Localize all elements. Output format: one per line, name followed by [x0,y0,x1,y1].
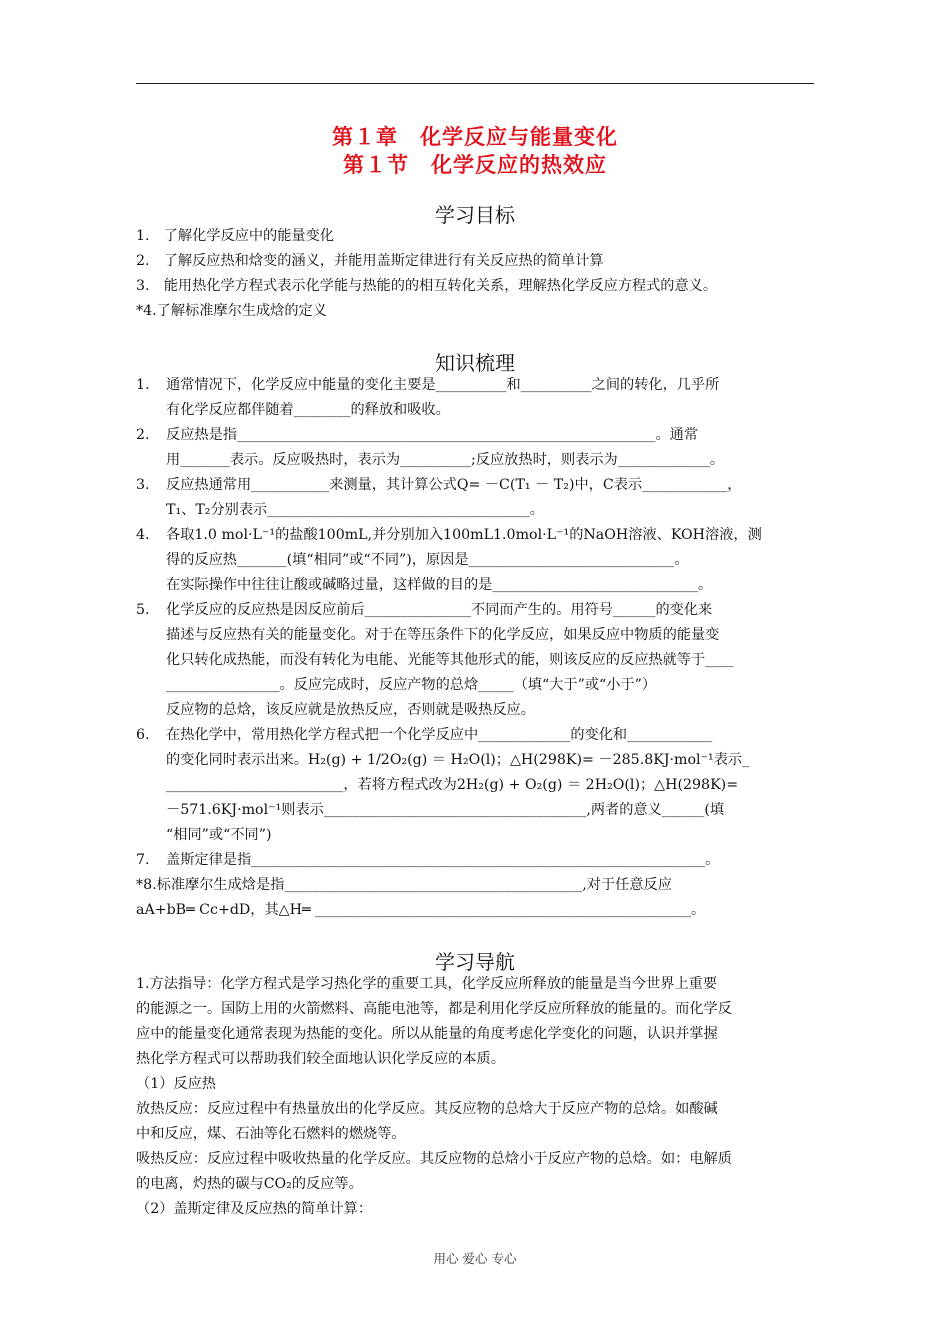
knowledge-line: aA+bB═ Cc+dD，其△H═ _____________________________________________________。 [136,902,706,918]
guide-heading: 学习导航 [435,950,515,974]
guide-line: 吸热反应：反应过程中吸收热量的化学反应。其反应物的总焓小于反应产物的总焓。如：电解质 [136,1151,732,1167]
knowledge-line: 反应物的总焓，该反应就是放热反应，否则就是吸热反应。 [166,702,535,718]
knowledge-line: 有化学反应都伴随着________的释放和吸收。 [166,402,450,418]
item-number: 3. [136,477,150,493]
knowledge-line: ________________。反应完成时，反应产物的总焓_____（填“大于”或“小于”） [166,677,657,693]
objective-item: *4.了解标准摩尔生成焓的定义 [136,303,327,319]
knowledge-line: 反应热是指___________________________________________________________。通常 [166,427,699,443]
guide-line: （1）反应热 [136,1076,216,1092]
page-footer: 用心 爱心 专心 [433,1251,517,1266]
item-number: 5. [136,602,150,618]
objective-item: 3. 能用热化学方程式表示化学能与热能的的相互转化关系，理解热化学反应方程式的意义。 [136,278,718,294]
knowledge-line: 各取1.0 mol·L⁻¹的盐酸100mL,并分别加入100mL1.0mol·L⁻¹的NaOH溶液、KOH溶液，测 [166,527,762,543]
item-number: 7. [136,852,150,868]
item-number: 1. [136,377,150,393]
guide-line: 应中的能量变化通常表现为热能的变化。所以从能量的角度考虑化学变化的问题，认识并掌握 [136,1026,718,1042]
knowledge-line: 在实际操作中往往让酸或碱略过量，这样做的目的是_____________________________。 [166,577,713,593]
guide-line: 的能源之一。国防上用的火箭燃料、高能电池等，都是利用化学反应所释放的能量的。而化学反 [136,1001,732,1017]
knowledge-heading: 知识梳理 [435,351,515,375]
item-number: 4. [136,527,150,543]
section-title: 第１节 化学反应的热效应 [343,153,607,177]
knowledge-line: 的变化同时表示出来。H₂(g) + 1/2O₂(g) ＝ H₂O(l)；△H(298K)= －285.8KJ·mol⁻¹表示_ [166,752,750,768]
knowledge-line: 化学反应的反应热是因反应前后_______________不同而产生的。用符号______的变化来 [166,602,713,618]
knowledge-line: T₁、T₂分别表示_____________________________________。 [166,502,544,518]
knowledge-line: 反应热通常用___________来测量，其计算公式Q= －C(T₁ － T₂)中，C表示____________， [166,477,742,493]
knowledge-line: _________________________，若将方程式改为2H₂(g) + O₂(g) ＝ 2H₂O(l)；△H(298K)= [166,777,739,793]
guide-line: 放热反应：反应过程中有热量放出的化学反应。其反应物的总焓大于反应产物的总焓。如酸碱 [136,1101,718,1117]
objective-item: 1. 了解化学反应中的能量变化 [136,228,334,244]
knowledge-line: 在热化学中，常用热化学方程式把一个化学反应中_____________的变化和____________ [166,727,713,743]
objectives-heading: 学习目标 [435,203,515,227]
guide-line: 热化学方程式可以帮助我们较全面地认识化学反应的本质。 [136,1051,505,1067]
guide-line: （2）盖斯定律及反应热的简单计算： [136,1201,373,1217]
guide-line: 1.方法指导：化学方程式是学习热化学的重要工具，化学反应所释放的能量是当今世界上重要 [136,976,718,992]
knowledge-line: “相同”或“不同”) [166,827,272,843]
objective-item: 2. 了解反应热和焓变的涵义，并能用盖斯定律进行有关反应热的简单计算 [136,253,604,269]
guide-line: 中和反应，煤、石油等化石燃料的燃烧等。 [136,1126,406,1142]
knowledge-line: 通常情况下，化学反应中能量的变化主要是__________和__________之间的转化，几乎所 [166,377,720,393]
knowledge-line: －571.6KJ·mol⁻¹则表示_____________________________________,两者的意义______(填 [166,802,725,818]
knowledge-line: 得的反应热_______(填“相同”或“不同”)，原因是_____________________________。 [166,552,689,568]
item-number: 6. [136,727,150,743]
chapter-title: 第１章 化学反应与能量变化 [332,125,618,149]
item-number: 2. [136,427,150,443]
knowledge-line: 用_______表示。反应吸热时，表示为__________;反应放热时，则表示为_____________。 [166,452,725,468]
knowledge-line: *8.标准摩尔生成焓是指__________________________________________,对于任意反应 [136,877,672,893]
header-rule [136,83,814,84]
knowledge-line: 化只转化成热能，而没有转化为电能、光能等其他形式的能，则该反应的反应热就等于____ [166,652,734,668]
guide-line: 的电离，灼热的碳与CO₂的反应等。 [136,1176,363,1192]
knowledge-line: 盖斯定律是指________________________________________________________________。 [166,852,720,868]
knowledge-line: 描述与反应热有关的能量变化。对于在等压条件下的化学反应，如果反应中物质的能量变 [166,627,720,643]
